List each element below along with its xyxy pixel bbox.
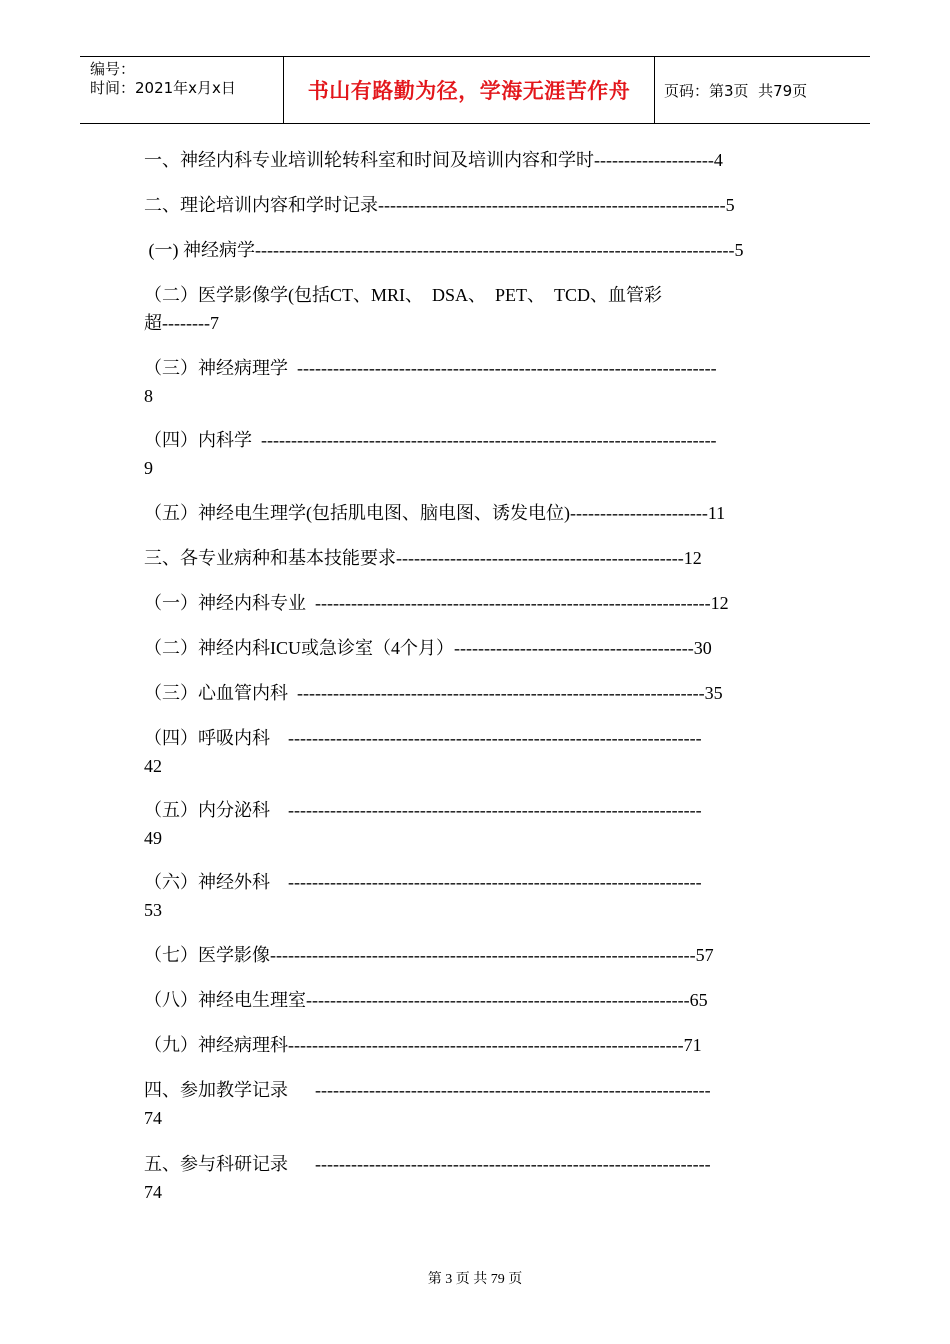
toc-entry-text: 一、神经内科专业培训轮转科室和时间及培训内容和学时--------------------4	[144, 150, 723, 170]
toc-entry-page: 74	[144, 1182, 162, 1202]
toc-entry-text: 三、各专业病种和基本技能要求------------------------------------------------12	[144, 548, 702, 568]
toc-entry[interactable]	[144, 868, 784, 924]
toc-entry-text: 五、参与科研记录 ------------------------------------------------------------------	[144, 1154, 711, 1174]
toc-entry-page: 42	[144, 756, 162, 776]
serial-number-label: 编号：	[90, 60, 136, 78]
toc-entry-text: （三）神经病理学 ----------------------------------------------------------------------	[144, 358, 717, 378]
toc-entry[interactable]	[144, 679, 784, 707]
toc-entry-text: （六）神经外科 ---------------------------------------------------------------------	[144, 872, 702, 892]
toc-entry[interactable]	[144, 354, 784, 410]
page-footer: 第 3 页 共 79 页	[427, 1272, 523, 1287]
toc-entry-text: 二、理论培训内容和学时记录----------------------------------------------------------5	[144, 195, 735, 215]
toc-entry-page: 9	[144, 458, 153, 478]
toc-entry[interactable]	[144, 1076, 784, 1132]
date-label: 时间：2021年x月x日	[90, 79, 236, 97]
toc-entry-page: 超--------7	[144, 313, 219, 333]
toc-entry-page: 49	[144, 828, 162, 848]
page-header	[80, 56, 870, 124]
toc-entry-text: （一）神经内科专业 ------------------------------------------------------------------12	[144, 593, 729, 613]
toc-entry[interactable]	[144, 589, 784, 617]
toc-entry-text: （五）内分泌科 ---------------------------------------------------------------------	[144, 800, 702, 820]
toc-entry-text: （三）心血管内科 --------------------------------------------------------------------35	[144, 683, 723, 703]
header-page-info: 页码：第3页 共79页	[664, 81, 808, 100]
toc-entry-text: （二）神经内科ICU或急诊室（4个月）----------------------------------------30	[144, 638, 712, 658]
toc-entry-page: 8	[144, 386, 153, 406]
toc-entry[interactable]	[144, 986, 784, 1014]
toc-entry-text: （四）呼吸内科 ---------------------------------------------------------------------	[144, 728, 702, 748]
toc-entry[interactable]	[144, 426, 784, 482]
toc-entry[interactable]	[144, 146, 784, 174]
toc-entry-text: （五）神经电生理学(包括肌电图、脑电图、诱发电位)-----------------------11	[144, 503, 726, 523]
toc-entry-text: 四、参加教学记录 ------------------------------------------------------------------	[144, 1080, 711, 1100]
toc-entry-text: （七）医学影像-----------------------------------------------------------------------57	[144, 945, 714, 965]
toc-entry-page: 53	[144, 900, 162, 920]
toc-entry[interactable]	[144, 1031, 784, 1059]
header-meta	[80, 57, 283, 123]
toc-entry-text: （四）内科学 ----------------------------------------------------------------------------	[144, 430, 717, 450]
toc-entry-page: 74	[144, 1108, 162, 1128]
toc-entry-text: （八）神经电生理室----------------------------------------------------------------65	[144, 990, 708, 1010]
toc-entry[interactable]	[144, 1150, 784, 1206]
header-motto: 书山有路勤为径，学海无涯苦作舟	[307, 79, 631, 103]
toc-entry[interactable]	[144, 634, 784, 662]
toc-entry-text: (一) 神经病学--------------------------------------------------------------------------------5	[144, 240, 744, 260]
toc-entry[interactable]	[144, 281, 784, 337]
toc-entry[interactable]	[144, 191, 784, 219]
toc-entry-text: （二）医学影像学(包括CT、MRI、 DSA、 PET、 TCD、血管彩	[144, 285, 663, 305]
toc-entry[interactable]	[144, 544, 784, 572]
toc-entry-text: （九）神经病理科------------------------------------------------------------------71	[144, 1035, 702, 1055]
header-motto-cell	[283, 57, 655, 123]
toc-entry[interactable]	[144, 724, 784, 780]
toc-entry[interactable]	[144, 236, 784, 264]
toc-entry[interactable]	[144, 796, 784, 852]
toc-entry[interactable]	[144, 499, 784, 527]
toc-entry[interactable]	[144, 941, 784, 969]
